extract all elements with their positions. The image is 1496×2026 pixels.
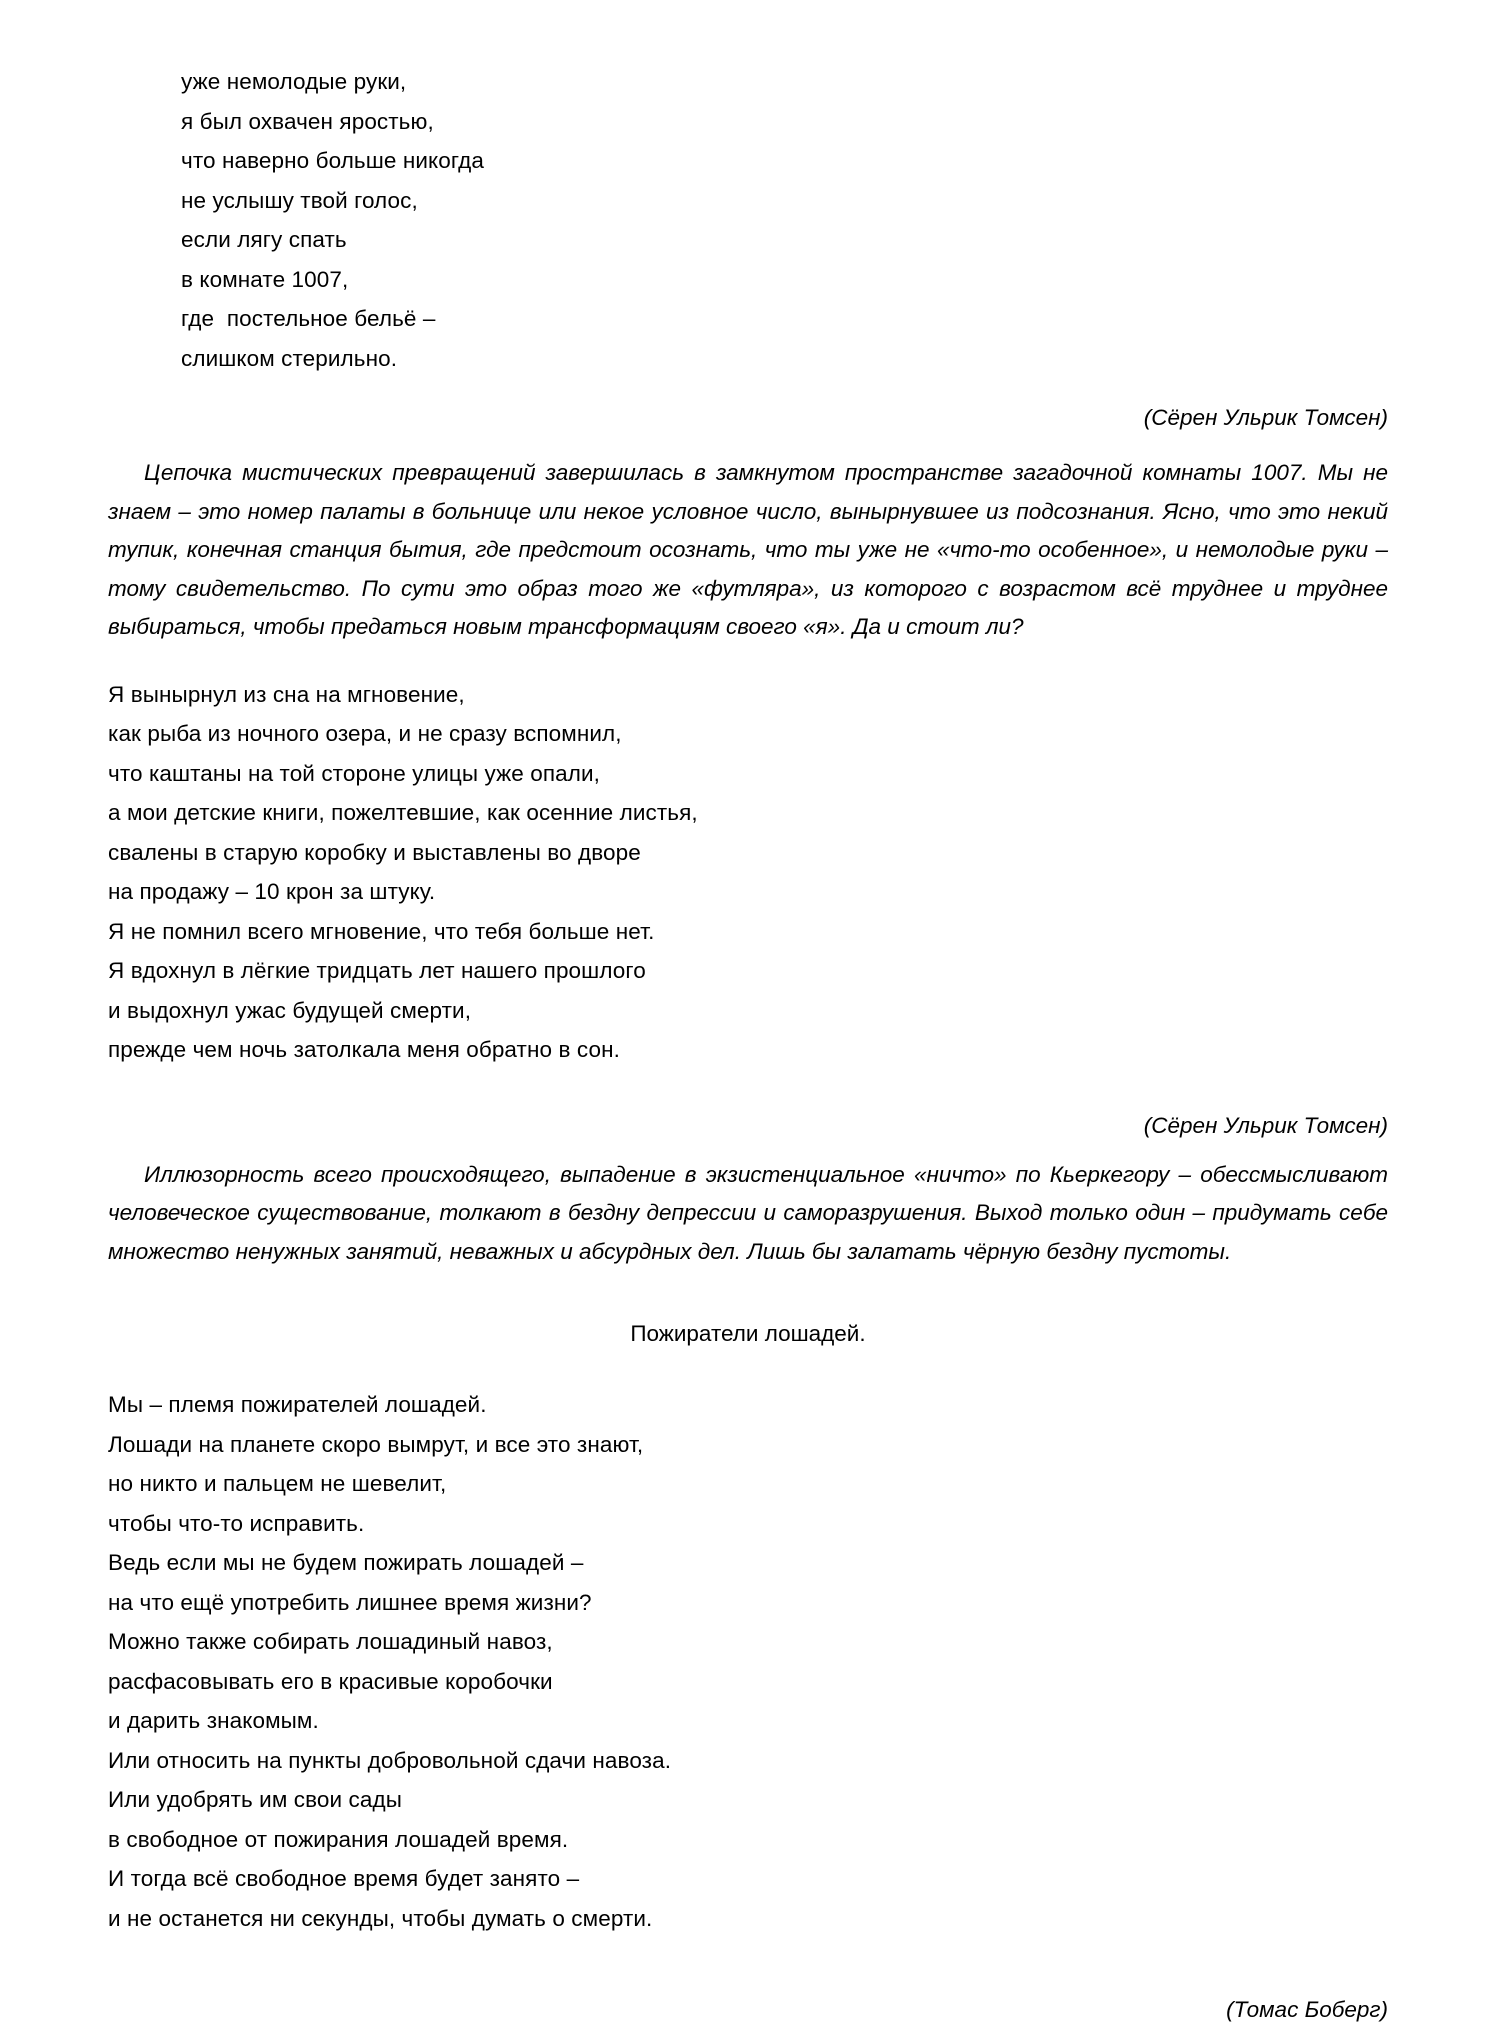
- spacer: [108, 1070, 1388, 1110]
- poem-line: что каштаны на той стороне улицы уже опали,: [108, 760, 601, 786]
- section-title-horse-eaters: Пожиратели лошадей.: [630, 1321, 866, 1346]
- poem-line: а мои детские книги, пожелтевшие, как осенние листья,: [108, 800, 698, 825]
- spacer: [108, 1351, 1388, 1385]
- poem-line: прежде чем ночь затолкала меня обратно в сон.: [108, 1037, 620, 1062]
- poem-line: И тогда всё свободное время будет занято –: [108, 1866, 580, 1891]
- poem-line: Мы – племя пожирателей лошадей.: [108, 1392, 487, 1417]
- poem-line: в свободное от пожирания лошадей время.: [108, 1826, 569, 1852]
- poem-line: Или относить на пункты добровольной сдачи навоза.: [108, 1747, 672, 1773]
- poem-line: на продажу – 10 крон за штуку.: [108, 879, 436, 904]
- poem-line: Лошади на планете скоро вымрут, и все это знают,: [108, 1431, 644, 1457]
- poem-line: и не останется ни секунды, чтобы думать о смерти.: [108, 1905, 653, 1931]
- spacer: [108, 434, 1388, 454]
- poem-line: Ведь если мы не будем пожирать лошадей –: [108, 1550, 584, 1575]
- poem-line: в комнате 1007,: [181, 266, 349, 292]
- poem-line: что наверно больше никогда: [181, 148, 485, 173]
- poem-line: расфасовывать его в красивые коробочки: [108, 1668, 553, 1694]
- poem-block-surfaced-from-sleep: [108, 675, 1388, 1070]
- poem-line: Я не помнил всего мгновение, что тебя больше нет.: [108, 918, 655, 944]
- poem-line: Я вдохнул в лёгкие тридцать лет нашего прошлого: [108, 958, 646, 983]
- poem-line: где постельное бельё –: [181, 306, 436, 331]
- poem-attribution-3: (Томас Боберг): [1226, 1997, 1388, 2022]
- poem-attribution-1: (Сёрен Ульрик Томсен): [1143, 405, 1388, 430]
- poem-line: Можно также собирать лошадиный навоз,: [108, 1629, 553, 1654]
- poem-line: я был охвачен яростью,: [181, 108, 434, 134]
- poem-line: как рыба из ночного озера, и не сразу вспомнил,: [108, 721, 622, 746]
- poem-block-room-1007: [181, 62, 1388, 378]
- poem-line: и дарить знакомым.: [108, 1708, 319, 1733]
- poem-line: уже немолодые руки,: [181, 69, 407, 94]
- poem-line: Я вынырнул из сна на мгновение,: [108, 681, 465, 707]
- spacer: [108, 1938, 1388, 1994]
- spacer: [108, 1142, 1388, 1156]
- poem-line: слишком стерильно.: [181, 345, 398, 371]
- poem-line: и выдохнул ужас будущей смерти,: [108, 997, 472, 1023]
- poem-line: если лягу спать: [181, 227, 347, 252]
- poem-line: но никто и пальцем не шевелит,: [108, 1471, 447, 1496]
- poem-attribution-2: (Сёрен Ульрик Томсен): [1143, 1112, 1388, 1138]
- spacer: [108, 647, 1388, 675]
- poem-line: не услышу твой голос,: [181, 187, 418, 213]
- spacer: [108, 378, 1388, 402]
- poem-line: чтобы что-то исправить.: [108, 1510, 365, 1536]
- poem-block-horse-eaters: [108, 1385, 1388, 1938]
- poem-line: свалены в старую коробку и выставлены во дворе: [108, 839, 641, 865]
- commentary-paragraph-2: Иллюзорность всего происходящего, выпадение в экзистенциальное «ничто» по Кьеркегору – обессмысливают человеческое существование, толкают в бездну депрессии и саморазрушения. Выход только один – придумать себе множество ненужных занятий, неважных и абсурдных дел. Лишь бы залатать чёрную бездну пустоты.: [108, 1161, 1388, 1264]
- poem-line: Или удобрять им свои сады: [108, 1787, 403, 1812]
- poem-line: на что ещё употребить лишнее время жизни?: [108, 1589, 592, 1615]
- spacer: [108, 1271, 1388, 1317]
- commentary-paragraph-1: Цепочка мистических превращений завершилась в замкнутом пространстве загадочной комнаты 1007. Мы не знаем – это номер палаты в больнице или некое условное число, вынырнувшее из подсознания. Ясно, что это некий тупик, конечная станция бытия, где предстоит осознать, что ты уже не «что-то особенное», и немолодые руки – тому свидетельство. По сути это образ того же «футляра», из которого с возрастом всё труднее и труднее выбираться, чтобы предаться новым трансформациям своего «я». Да и стоит ли?: [108, 460, 1388, 639]
